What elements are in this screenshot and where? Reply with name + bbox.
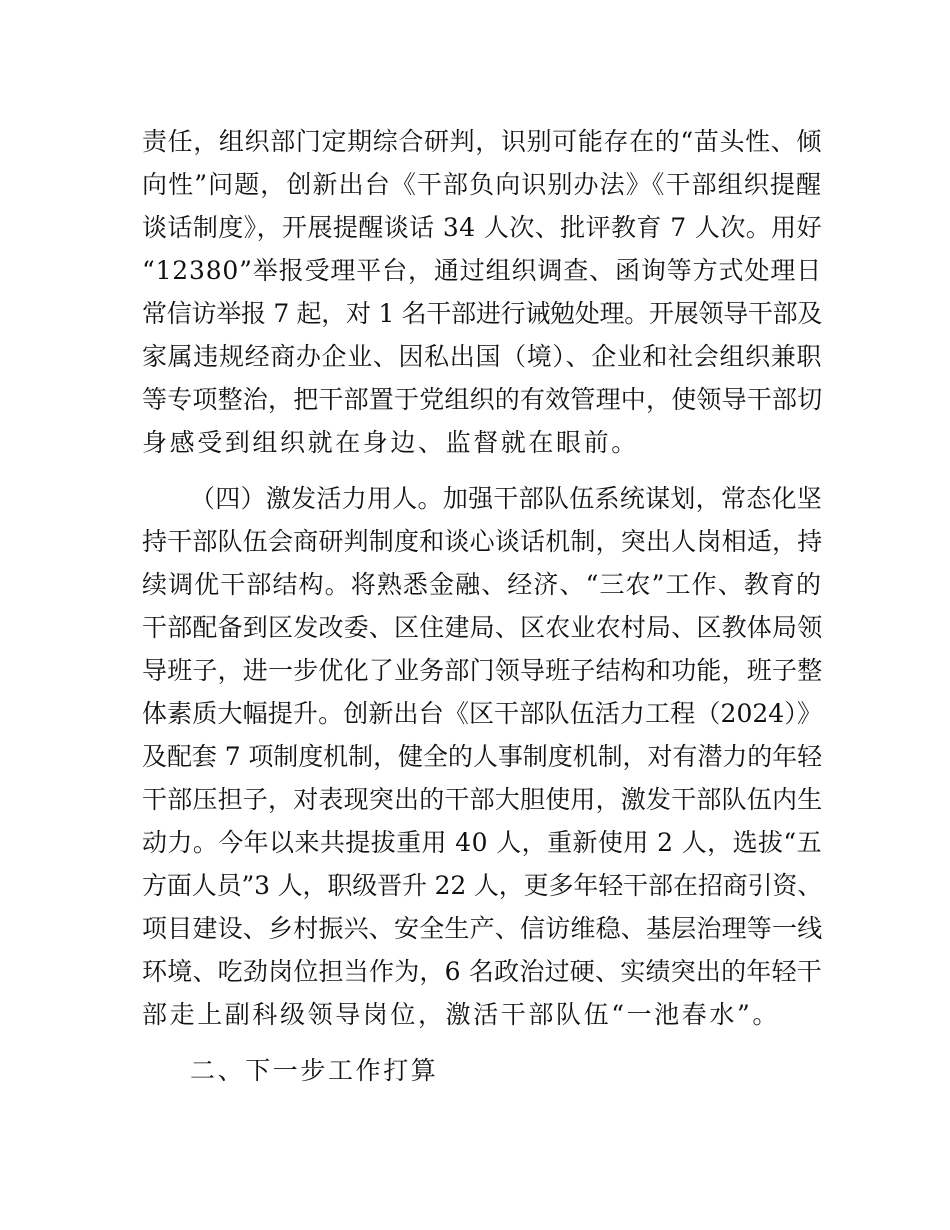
paragraph-2-line-10: 方面人员”3 人，职级晋升 22 人，更多年轻干部在招商引资、 [142,871,823,900]
paragraph-2-line-12: 环境、吃劲岗位担当作为，6 名政治过硬、实绩突出的年轻干 [142,957,822,986]
paragraph-1-line-8: 身感受到组织就在身边、监督就在眼前。 [142,428,639,457]
paragraph-2-line-8: 干部压担子，对表现突出的干部大胆使用，激发干部队伍内生 [142,785,823,814]
paragraph-1-line-5: 常信访举报 7 起，对 1 名干部进行诫勉处理。开展领导干部及 [142,299,822,328]
paragraph-1-line-3: 谈话制度》，开展提醒谈话 34 人次、批评教育 7 人次。用好 [142,213,822,242]
paragraph-2-line-4: 干部配备到区发改委、区住建局、区农业农村局、区教体局领 [142,613,823,642]
paragraph-2-line-5: 导班子，进一步优化了业务部门领导班子结构和功能，班子整 [142,656,823,685]
paragraph-1-line-4: “12380”举报受理平台，通过组织调查、函询等方式处理日 [142,256,822,285]
paragraph-2-line-6: 体素质大幅提升。创新出台《区干部队伍活力工程（2024）》 [142,699,822,728]
section-heading: 二、下一步工作打算 [190,1056,439,1085]
paragraph-1-line-2: 向性”问题，创新出台《干部负向识别办法》《干部组织提醒 [142,170,822,199]
paragraph-1-line-1: 责任，组织部门定期综合研判，识别可能存在的“苗头性、倾 [142,127,822,156]
paragraph-2-line-3: 续调优干部结构。将熟悉金融、经济、“三农”工作、教育的 [142,570,822,599]
paragraph-2-line-11: 项目建设、乡村振兴、安全生产、信访维稳、基层治理等一线 [142,914,823,943]
paragraph-2-line-1: （四）激发活力用人。加强干部队伍系统谋划，常态化坚 [190,484,822,513]
paragraph-2-line-9: 动力。今年以来共提拔重用 40 人，重新使用 2 人，选拔“五 [142,828,822,857]
paragraph-2-line-13: 部走上副科级领导岗位，激活干部队伍“一池春水”。 [142,1000,780,1029]
paragraph-2-line-7: 及配套 7 项制度机制，健全的人事制度机制，对有潜力的年轻 [142,742,822,771]
paragraph-2-line-2: 持干部队伍会商研判制度和谈心谈话机制，突出人岗相适，持 [142,527,823,556]
paragraph-1-line-7: 等专项整治，把干部置于党组织的有效管理中，使领导干部切 [142,385,823,414]
paragraph-1-line-6: 家属违规经商办企业、因私出国（境）、企业和社会组织兼职 [142,342,822,371]
